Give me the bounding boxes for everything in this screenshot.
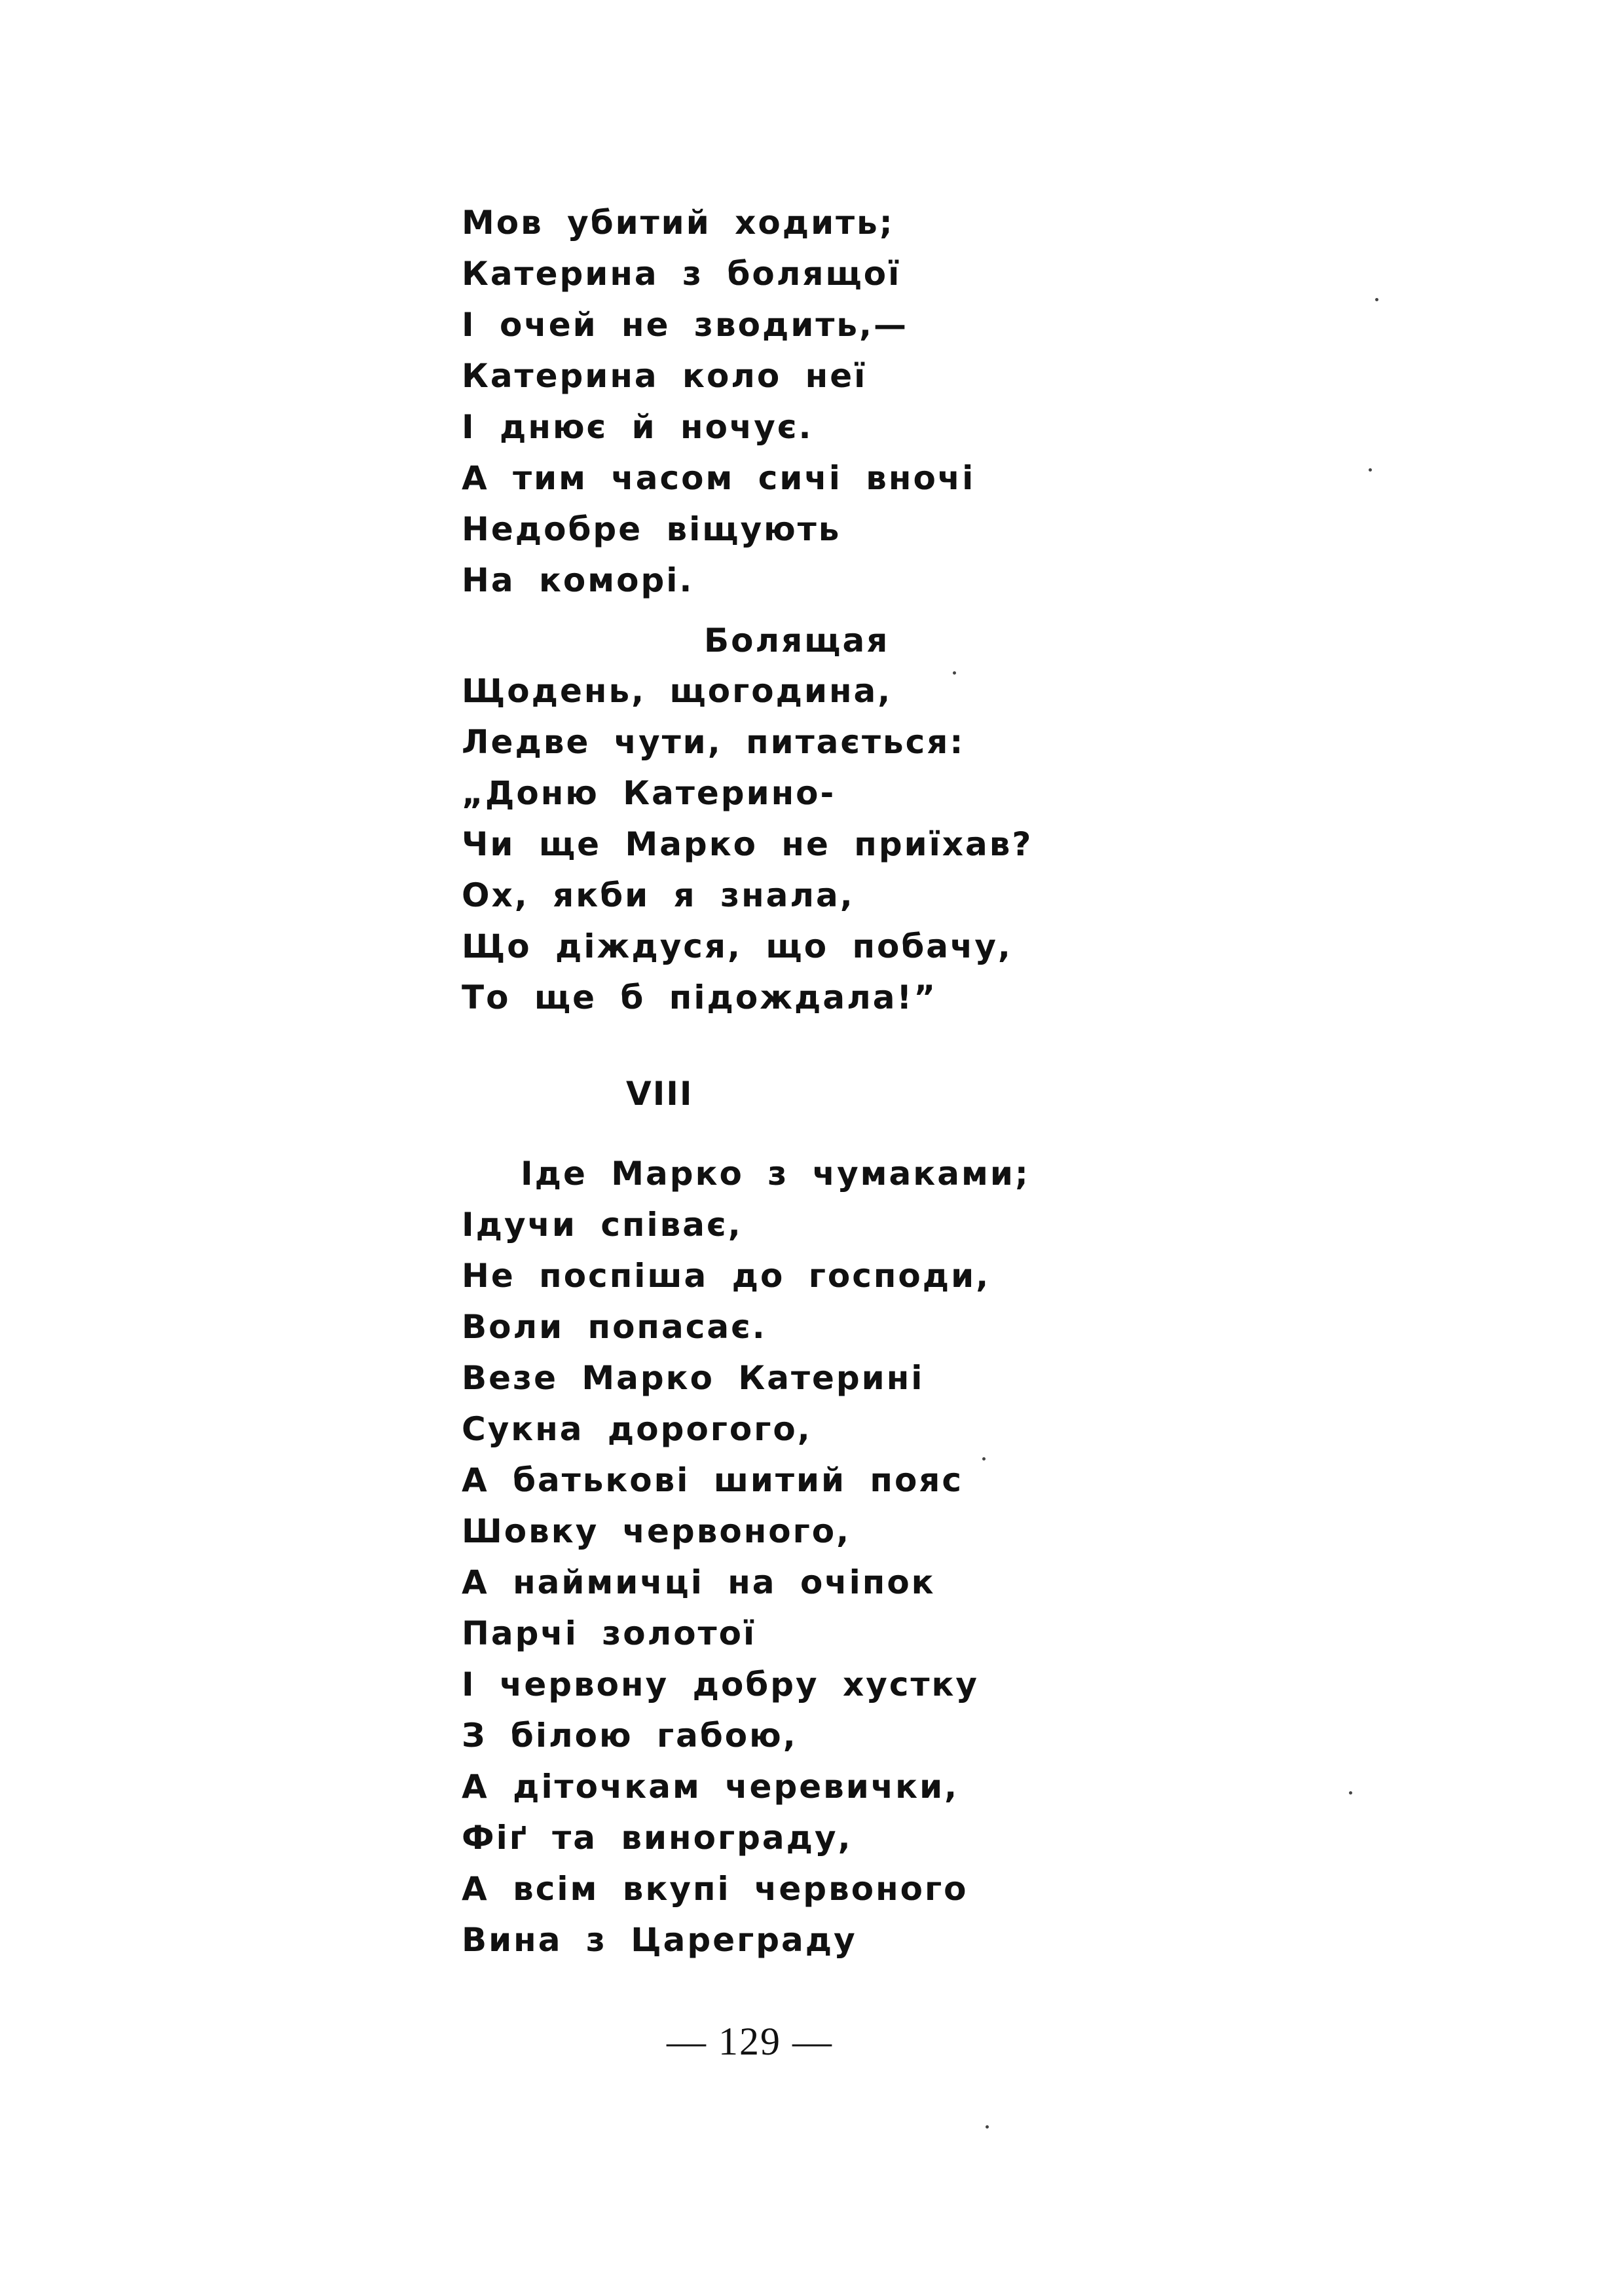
verse-line: Ледве чути, питається:: [462, 723, 965, 761]
verse-line: А батькові шитий пояс: [462, 1461, 964, 1499]
verse-line: І очей не зводить,—: [462, 306, 908, 344]
verse-line: Воли попасає.: [462, 1308, 767, 1346]
verse-line: Що діждуся, що побачу,: [462, 927, 1012, 965]
scan-speck: [1369, 468, 1372, 472]
verse-line: Чи ще Марко не приїхав?: [462, 825, 1033, 863]
verse-line: Ідучи співає,: [462, 1206, 743, 1244]
verse-line: Іде Марко з чумаками;: [521, 1155, 1030, 1193]
speaker-label: Болящая: [704, 622, 890, 660]
verse-line: На коморі.: [462, 561, 694, 599]
scan-speck: [982, 1457, 986, 1461]
page-number: — 129 —: [667, 2020, 833, 2063]
verse-line: То ще б підождала!”: [462, 978, 938, 1016]
verse-line: Фіґ та винограду,: [462, 1819, 853, 1857]
verse-line: Парчі золотої: [462, 1614, 757, 1652]
scan-speck: [1375, 298, 1378, 301]
verse-line: Катерина коло неї: [462, 357, 868, 395]
verse-line: І днює й ночує.: [462, 408, 813, 446]
verse-line: Шовку червоного,: [462, 1512, 851, 1550]
verse-line: З білою габою,: [462, 1717, 798, 1755]
verse-line: А наймичці на очіпок: [462, 1563, 936, 1601]
scan-speck: [986, 2125, 989, 2129]
verse-line: Щодень, щогодина,: [462, 672, 893, 710]
verse-line: „Доню Катерино-: [462, 774, 836, 812]
verse-line: Ох, якби я знала,: [462, 876, 855, 914]
verse-line: І червону добру хустку: [462, 1666, 980, 1703]
section-heading: VIII: [626, 1075, 693, 1113]
verse-line: А тим часом сичі вночі: [462, 459, 976, 497]
verse-line: Сукна дорогого,: [462, 1410, 812, 1448]
verse-line: Мов убитий ходить;: [462, 204, 895, 242]
verse-line: Вина з Цареграду: [462, 1921, 857, 1959]
verse-line: Катерина з болящої: [462, 255, 902, 293]
verse-line: Недобре віщують: [462, 510, 841, 548]
verse-line: Везе Марко Катерині: [462, 1359, 925, 1397]
scan-speck: [1349, 1791, 1352, 1795]
verse-line: А всім вкупі червоного: [462, 1870, 969, 1908]
scan-speck: [953, 671, 956, 675]
verse-line: Не поспіша до господи,: [462, 1257, 991, 1295]
verse-line: А діточкам черевички,: [462, 1768, 959, 1806]
